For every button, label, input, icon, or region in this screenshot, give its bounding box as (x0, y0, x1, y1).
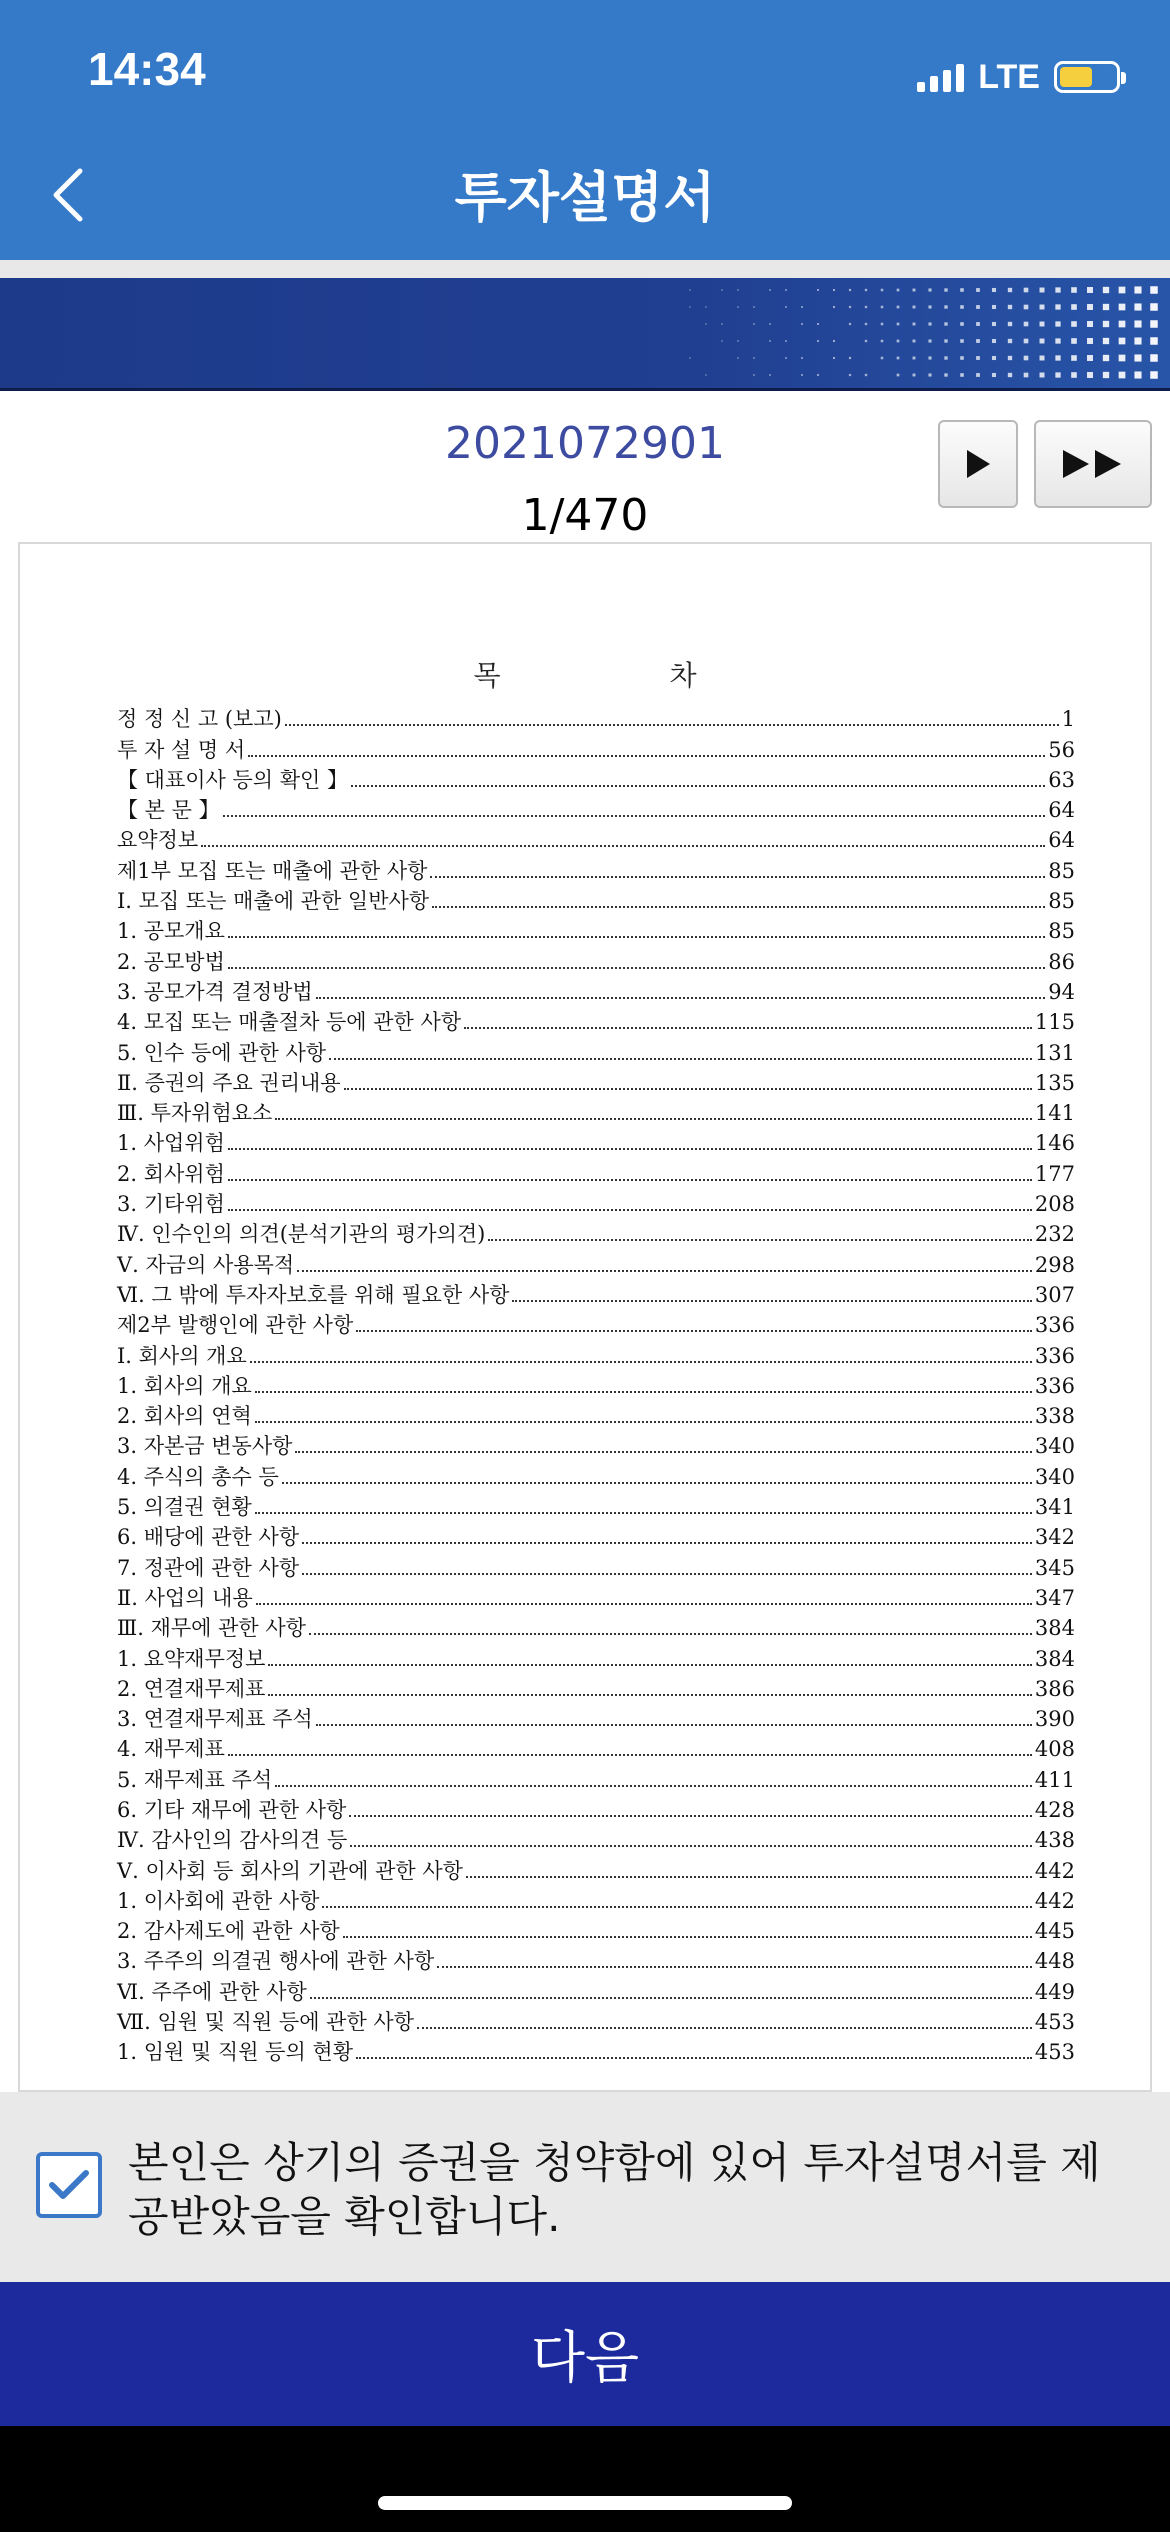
toc-leader-dots (512, 1300, 1031, 1302)
toc-leader-dots (302, 1573, 1032, 1575)
toc-entry-title: 2. 회사위험 (117, 1161, 225, 1186)
toc-leader-dots (248, 755, 1045, 757)
toc-entry-title: 정 정 신 고 (보고) (117, 707, 282, 732)
toc-leader-dots (201, 845, 1045, 847)
toc-leader-dots (310, 1997, 1032, 1999)
toc-entry (117, 2007, 1075, 2037)
toc-entry (117, 946, 1075, 976)
toc-entry (117, 1371, 1075, 1401)
fast-forward-icon (1059, 447, 1127, 481)
toc-entry-page: 442 (1034, 1888, 1075, 1913)
toc-entry-page: 384 (1034, 1646, 1075, 1671)
toc-entry-title: 4. 주식의 총수 등 (117, 1464, 279, 1489)
toc-entry (117, 1461, 1075, 1491)
toc-entry-title: 4. 모집 또는 매출절차 등에 관한 사항 (117, 1010, 462, 1035)
toc-leader-dots (349, 1815, 1032, 1817)
toc-entry-title: 3. 기타위험 (117, 1192, 225, 1217)
toc-entry-page: 336 (1034, 1313, 1075, 1338)
toc-leader-dots (437, 1966, 1032, 1968)
toc-entry (117, 916, 1075, 946)
toc-entry-page: 56 (1048, 737, 1075, 762)
toc-entry (117, 1855, 1075, 1885)
toc-entry-title: Ⅳ. 인수인의 의견(분석기관의 평가의견) (117, 1222, 486, 1247)
toc-entry (117, 1522, 1075, 1552)
confirmation-area (0, 2092, 1170, 2282)
toc-leader-dots (466, 1876, 1032, 1878)
toc-entry-title: 투 자 설 명 서 (117, 737, 246, 762)
toc-entry-title: 5. 의결권 현황 (117, 1495, 252, 1520)
decorative-banner (0, 278, 1170, 391)
toc-entry-page: 135 (1034, 1070, 1075, 1095)
toc-leader-dots (228, 1179, 1032, 1181)
last-page-button[interactable] (1034, 420, 1152, 508)
toc-leader-dots (295, 1451, 1032, 1453)
toc-leader-dots (228, 967, 1045, 969)
toc-entry (117, 1552, 1075, 1582)
toc-entry (117, 1825, 1075, 1855)
toc-entry (117, 1431, 1075, 1461)
toc-entry (117, 1764, 1075, 1794)
toc-entry-title: 1. 회사의 개요 (117, 1373, 252, 1398)
confirmation-text: 본인은 상기의 증권을 청약함에 있어 투자설명서를 제공받았음을 확인합니다. (128, 2138, 1101, 2241)
toc-entry-title: 3. 공모가격 결정방법 (117, 979, 313, 1004)
toc-entry-title: 【 대표이사 등의 확인 】 (117, 767, 348, 792)
toc-leader-dots (432, 906, 1045, 908)
toc-entry-page: 94 (1048, 979, 1075, 1004)
toc-entry-title: Ⅰ. 회사의 개요 (117, 1343, 247, 1368)
toc-entry-page: 307 (1034, 1282, 1075, 1307)
toc-entry-title: 5. 재무제표 주석 (117, 1767, 273, 1792)
toc-entry-page: 85 (1048, 919, 1075, 944)
toc-entry-title: 제2부 발행인에 관한 사항 (117, 1313, 354, 1338)
toc-entry-page: 428 (1034, 1797, 1075, 1822)
toc-leader-dots (417, 2027, 1032, 2029)
toc-entry (117, 1249, 1075, 1279)
toc-entry-page: 177 (1034, 1161, 1075, 1186)
toc-entry-title: 6. 기타 재무에 관한 사항 (117, 1797, 347, 1822)
toc-entry-title: Ⅳ. 감사인의 감사의견 등 (117, 1828, 348, 1853)
confirm-checkbox[interactable] (36, 2152, 102, 2218)
toc-leader-dots (350, 1845, 1032, 1847)
toc-leader-dots (268, 1664, 1031, 1666)
toc-entry (117, 734, 1075, 764)
checkmark-icon (47, 2167, 91, 2203)
toc-leader-dots (316, 1724, 1032, 1726)
toc-entry-page: 340 (1034, 1464, 1075, 1489)
toc-entry-title: 3. 자본금 변동사항 (117, 1434, 293, 1459)
toc-entry-page: 448 (1034, 1949, 1075, 1974)
toc-leader-dots (228, 936, 1045, 938)
toc-entry-page: 115 (1034, 1010, 1075, 1035)
toc-entry-page: 453 (1034, 2010, 1075, 2035)
toc-leader-dots (282, 1482, 1032, 1484)
toc-leader-dots (255, 1512, 1032, 1514)
toc-entry-page: 208 (1034, 1192, 1075, 1217)
toc-entry-page: 85 (1048, 858, 1075, 883)
toc-leader-dots (488, 1239, 1032, 1241)
toc-entry (117, 2037, 1075, 2067)
toc-entry-title: 【 본 문 】 (117, 798, 220, 823)
toc-entry-page: 386 (1034, 1676, 1075, 1701)
toc-entry-page: 449 (1034, 1979, 1075, 2004)
toc-entry (117, 1643, 1075, 1673)
toc-leader-dots (430, 876, 1045, 878)
toc-entry (117, 977, 1075, 1007)
toc-entry-title: 3. 주주의 의결권 행사에 관한 사항 (117, 1949, 435, 1974)
dot-pattern-decoration (0, 278, 1170, 388)
toc-entry (117, 1189, 1075, 1219)
toc-entry-page: 336 (1034, 1343, 1075, 1368)
toc-entry (117, 1098, 1075, 1128)
network-type: LTE (978, 57, 1040, 96)
toc-entry-page: 453 (1034, 2040, 1075, 2065)
toc-entry-title: Ⅲ. 투자위험요소 (117, 1101, 273, 1126)
toc-entry-title: Ⅴ. 이사회 등 회사의 기관에 관한 사항 (117, 1858, 463, 1883)
signal-strength-icon (917, 62, 964, 92)
status-time: 14:34 (88, 43, 206, 95)
toc-entry-page: 345 (1034, 1555, 1075, 1580)
toc-entry-title: 6. 배당에 관한 사항 (117, 1525, 300, 1550)
page-title: 투자설명서 (454, 166, 716, 229)
page-indicator: 1/470 (521, 490, 649, 541)
toc-entry (117, 1674, 1075, 1704)
toc-entry-title: 3. 연결재무제표 주석 (117, 1707, 313, 1732)
toc-entry (117, 825, 1075, 855)
toc-entry-page: 445 (1034, 1919, 1075, 1944)
document-number: 2021072901 (445, 418, 725, 469)
toc-entry-page: 408 (1034, 1737, 1075, 1762)
toc-leader-dots (228, 1209, 1032, 1211)
toc-entry-page: 85 (1048, 889, 1075, 914)
toc-entry (117, 795, 1075, 825)
toc-entry-page: 341 (1034, 1495, 1075, 1520)
toc-entry (117, 1128, 1075, 1158)
toc-entry (117, 855, 1075, 885)
toc-entry (117, 1583, 1075, 1613)
toc-leader-dots (329, 1058, 1032, 1060)
battery-level (1060, 67, 1092, 87)
toc-entry (117, 1037, 1075, 1067)
toc-entry-title: 1. 임원 및 직원 등의 현황 (117, 2040, 353, 2065)
toc-leader-dots (285, 724, 1059, 726)
toc-entry (117, 1310, 1075, 1340)
toc-leader-dots (356, 1330, 1032, 1332)
toc-entry-title: Ⅱ. 사업의 내용 (117, 1585, 253, 1610)
toc-leader-dots (344, 1088, 1032, 1090)
toc-entry-page: 411 (1034, 1767, 1075, 1792)
toc-entry-page: 232 (1034, 1222, 1075, 1247)
toc-entry-title: 2. 연결재무제표 (117, 1676, 266, 1701)
toc-leader-dots (275, 1785, 1032, 1787)
toc-entry-title: 4. 재무제표 (117, 1737, 225, 1762)
toc-entry-page: 64 (1048, 828, 1075, 853)
toc-leader-dots (302, 1542, 1032, 1544)
toc-entry-page: 141 (1034, 1101, 1075, 1126)
next-page-button[interactable] (938, 420, 1018, 508)
toc-entry-page: 390 (1034, 1707, 1075, 1732)
toc-entry (117, 1280, 1075, 1310)
toc-leader-dots (356, 2057, 1032, 2059)
toc-entry-page: 86 (1048, 949, 1075, 974)
toc-leader-dots (255, 1391, 1032, 1393)
toc-leader-dots (228, 1754, 1032, 1756)
status-indicators (917, 52, 1120, 102)
toc-leader-dots (351, 785, 1045, 787)
toc-entry-page: 438 (1034, 1828, 1075, 1853)
document-page[interactable] (18, 542, 1152, 2092)
toc-entry-title: 2. 회사의 연혁 (117, 1404, 252, 1429)
toc-entry (117, 1916, 1075, 1946)
toc-entry-page: 340 (1034, 1434, 1075, 1459)
toc-entry-page: 338 (1034, 1404, 1075, 1429)
toc-entry-title: 1. 공모개요 (117, 919, 225, 944)
battery-icon (1054, 61, 1120, 93)
toc-entry-page: 131 (1034, 1040, 1075, 1065)
home-indicator[interactable] (378, 2496, 792, 2510)
toc-entry-title: Ⅱ. 증권의 주요 권리내용 (117, 1070, 341, 1095)
toc-entry-title: 2. 공모방법 (117, 949, 225, 974)
toc-leader-dots (309, 1633, 1032, 1635)
toc-entry-title: Ⅲ. 재무에 관한 사항 (117, 1616, 306, 1641)
toc-entry-page: 146 (1034, 1131, 1075, 1156)
toc-leader-dots (343, 1936, 1032, 1938)
toc-entry-page: 63 (1048, 767, 1075, 792)
toc-leader-dots (255, 1421, 1032, 1423)
toc-entry-page: 342 (1034, 1525, 1075, 1550)
toc-leader-dots (228, 1148, 1032, 1150)
toc-entry (117, 1401, 1075, 1431)
toc-entry (117, 1613, 1075, 1643)
toc-entry-page: 384 (1034, 1616, 1075, 1641)
toc-entry-title: 7. 정관에 관한 사항 (117, 1555, 300, 1580)
toc-leader-dots (250, 1361, 1032, 1363)
toc-entry-title: 제1부 모집 또는 매출에 관한 사항 (117, 858, 428, 883)
toc-entry-page: 64 (1048, 798, 1075, 823)
toc-entry-title: Ⅶ. 임원 및 직원 등에 관한 사항 (117, 2010, 414, 2035)
toc-leader-dots (464, 1027, 1032, 1029)
toc-leader-dots (268, 1694, 1031, 1696)
toc-entry (117, 1158, 1075, 1188)
toc-entry (117, 1886, 1075, 1916)
toc-list (117, 704, 1075, 2067)
toc-entry (117, 1734, 1075, 1764)
toc-leader-dots (256, 1603, 1032, 1605)
toc-entry-page: 347 (1034, 1585, 1075, 1610)
toc-leader-dots (223, 815, 1046, 817)
toc-entry (117, 1007, 1075, 1037)
toc-entry-title: 1. 사업위험 (117, 1131, 225, 1156)
toc-entry-page: 1 (1061, 707, 1075, 732)
toc-entry-title: Ⅵ. 주주에 관한 사항 (117, 1979, 307, 2004)
toc-entry (117, 1976, 1075, 2006)
toc-leader-dots (297, 1270, 1032, 1272)
toc-entry (117, 704, 1075, 734)
toc-leader-dots (275, 1118, 1032, 1120)
toc-entry (117, 886, 1075, 916)
toc-entry-title: 1. 요약재무정보 (117, 1646, 266, 1671)
toc-entry (117, 1219, 1075, 1249)
toc-entry (117, 765, 1075, 795)
toc-entry-page: 298 (1034, 1252, 1075, 1277)
toc-entry (117, 1492, 1075, 1522)
toc-entry-title: 1. 이사회에 관한 사항 (117, 1888, 320, 1913)
toc-entry-title: 5. 인수 등에 관한 사항 (117, 1040, 327, 1065)
play-icon (963, 447, 993, 481)
toc-entry-title: Ⅰ. 모집 또는 매출에 관한 일반사항 (117, 889, 430, 914)
toc-entry (117, 1704, 1075, 1734)
app-header (0, 0, 1170, 260)
toc-entry-title: Ⅵ. 그 밖에 투자자보호를 위해 필요한 사항 (117, 1282, 510, 1307)
home-bar-area (0, 2426, 1170, 2532)
toc-entry-title: 2. 감사제도에 관한 사항 (117, 1919, 340, 1944)
toc-entry-title: Ⅴ. 자금의 사용목적 (117, 1252, 295, 1277)
header-divider (0, 260, 1170, 278)
toc-entry-page: 442 (1034, 1858, 1075, 1883)
toc-entry (117, 1795, 1075, 1825)
toc-heading: 목 차 (473, 659, 697, 692)
toc-entry (117, 1946, 1075, 1976)
toc-entry (117, 1068, 1075, 1098)
toc-entry-title: 요약정보 (117, 828, 199, 853)
toc-leader-dots (316, 997, 1046, 999)
toc-entry-page: 336 (1034, 1373, 1075, 1398)
toc-entry (117, 1340, 1075, 1370)
next-button[interactable]: 다음 (0, 2282, 1170, 2426)
toc-leader-dots (322, 1906, 1032, 1908)
